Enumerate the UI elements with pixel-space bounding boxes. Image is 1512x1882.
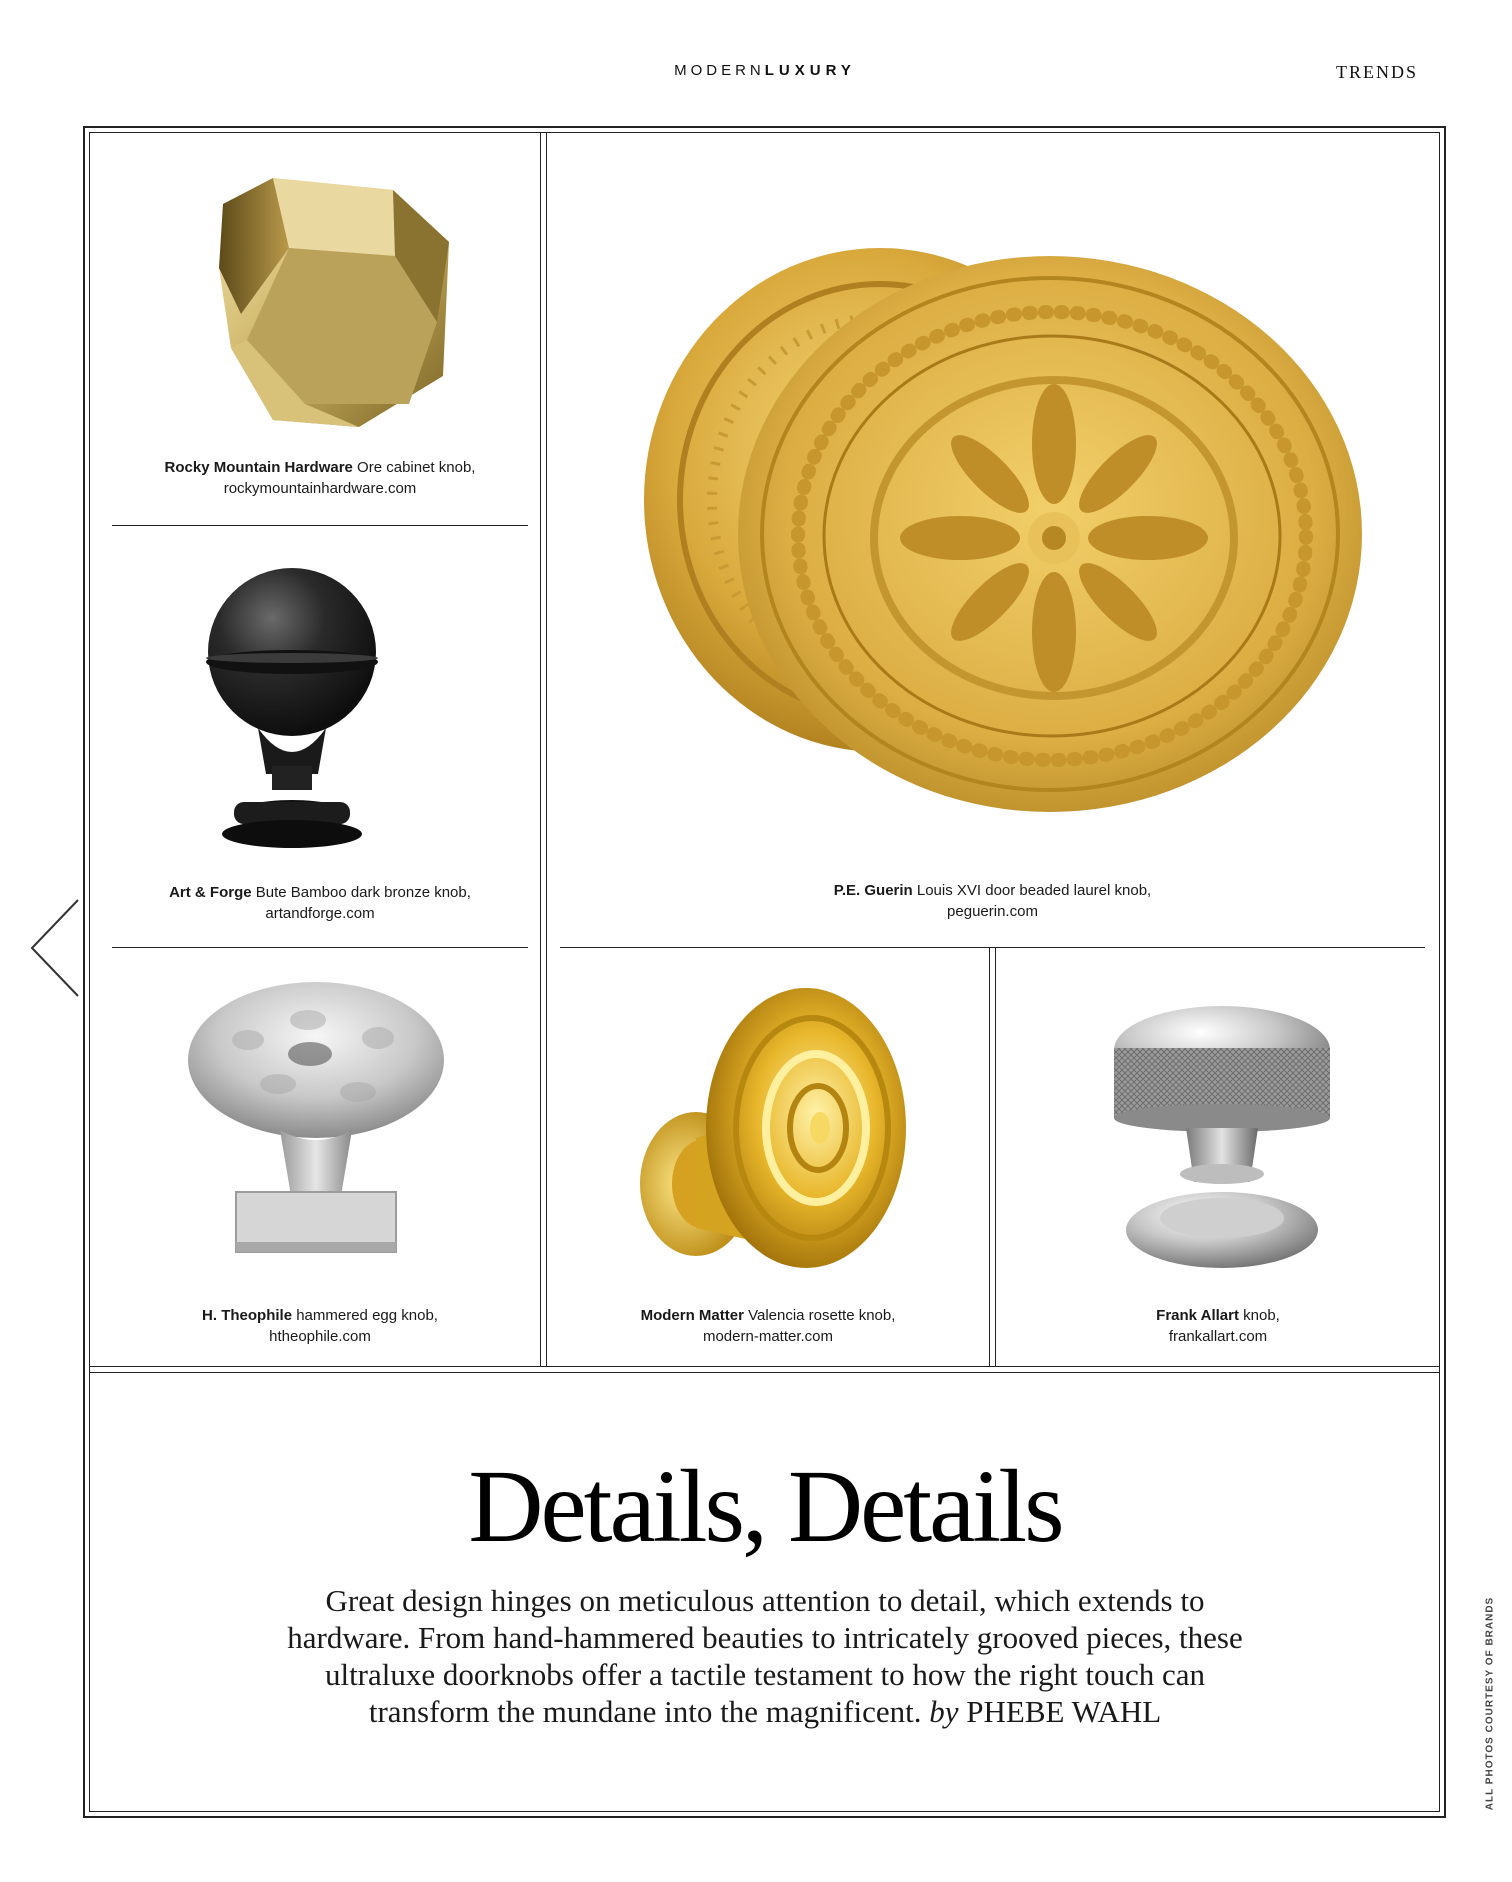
magazine-logo [0,62,1512,79]
column-divider [989,948,990,1366]
product-description: hammered egg knob, [292,1307,438,1324]
photo-credit-text: ALL PHOTOS COURTESY OF BRANDS [1484,1596,1496,1811]
row-divider [89,1366,1440,1367]
section-label: TRENDS [1336,62,1419,82]
product-caption [112,457,528,499]
item-divider [112,947,528,948]
headline: Details, Details [468,1449,1062,1564]
knurled-nickel-knob [1110,1004,1334,1274]
byline-author: PHEBE WAHL [966,1694,1162,1729]
product-description: knob, [1238,1307,1280,1324]
row-divider [89,1372,1440,1373]
logo-luxury: LUXURY [764,62,856,79]
product-brand: Frank Allart [1156,1307,1239,1324]
dek [283,1582,1247,1730]
product-caption [560,1305,976,1347]
column-divider [540,132,541,1366]
item-divider [112,525,528,526]
brass-rosette-knob [636,988,908,1274]
product-url[interactable]: frankallart.com [1168,1328,1268,1345]
dark-bronze-ball-knob [206,566,378,850]
product-brand: Rocky Mountain Hardware [164,459,353,476]
gold-beaded-laurel-door-knob [640,244,1370,824]
dek-body: Great design hinges on meticulous attention to detail, which extends to hardware. From hand-hammered beauties to intricately grooved pieces, these ultraluxe doorknobs offer a tactile testament to how the right touch can transform the mundane into the magnificent. [287,1583,1243,1729]
column-divider [546,132,547,1366]
product-brand: H. Theophile [202,1307,293,1324]
product-url[interactable]: peguerin.com [947,903,1038,920]
product-caption [112,1305,528,1347]
product-url[interactable]: htheophile.com [269,1328,371,1345]
product-caption [1010,1305,1426,1347]
product-description: Bute Bamboo dark bronze knob, [251,884,471,901]
photo-credit [1485,1592,1495,1814]
hammered-nickel-egg-knob [188,980,444,1266]
product-brand: P.E. Guerin [833,882,913,899]
product-url[interactable]: modern-matter.com [702,1328,834,1345]
column-divider [995,948,996,1366]
product-description: Valencia rosette knob, [743,1307,896,1324]
product-caption [560,880,1425,922]
byline-by: by [929,1694,959,1729]
product-url[interactable]: rockymountainhardware.com [223,480,417,497]
product-caption [112,882,528,924]
polished-brass-faceted-knob [205,172,455,434]
item-divider [560,947,1425,948]
product-brand: Art & Forge [169,884,252,901]
logo-modern: MODERN [674,62,765,79]
product-description: Ore cabinet knob, [352,459,476,476]
product-description: Louis XVI door beaded laurel knob, [912,882,1152,899]
chevron-left-icon[interactable] [28,898,82,998]
product-brand: Modern Matter [640,1307,744,1324]
product-url[interactable]: artandforge.com [265,905,375,922]
